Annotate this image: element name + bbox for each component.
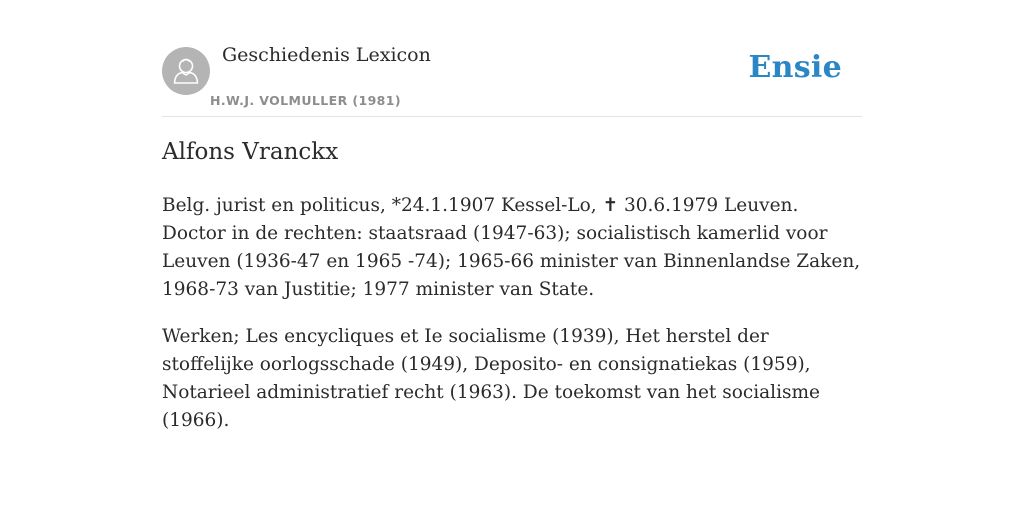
entry-paragraph: Werken; Les encycliques et Ie socialisme (1939), Het herstel der stoffelijke oorlogsschade (1949), Deposito- en consignatiekas (1959), Notarieel administratief recht (1963). De toekomst van het socialisme (1966). <box>162 326 820 431</box>
source-title[interactable]: Geschiedenis Lexicon <box>222 44 431 66</box>
author-credit: H.W.J. VOLMULLER (1981) <box>210 93 401 108</box>
entry-paragraph: Belg. jurist en politicus, *24.1.1907 Kessel-Lo, ✝ 30.6.1979 Leuven. Doctor in de rechten: staatsraad (1947-63); socialistisch kamerlid voor Leuven (1936-47 en 1965 -74); 1965-66 minister van Binnenlandse Zaken, 1968-73 van Justitie; 1977 minister van State. <box>162 195 861 300</box>
brand-logo[interactable]: Ensie <box>748 50 842 85</box>
page-content <box>162 0 862 431</box>
entry-title: Alfons Vranckx <box>162 139 339 165</box>
source-header <box>162 0 862 117</box>
user-icon[interactable] <box>162 47 210 95</box>
